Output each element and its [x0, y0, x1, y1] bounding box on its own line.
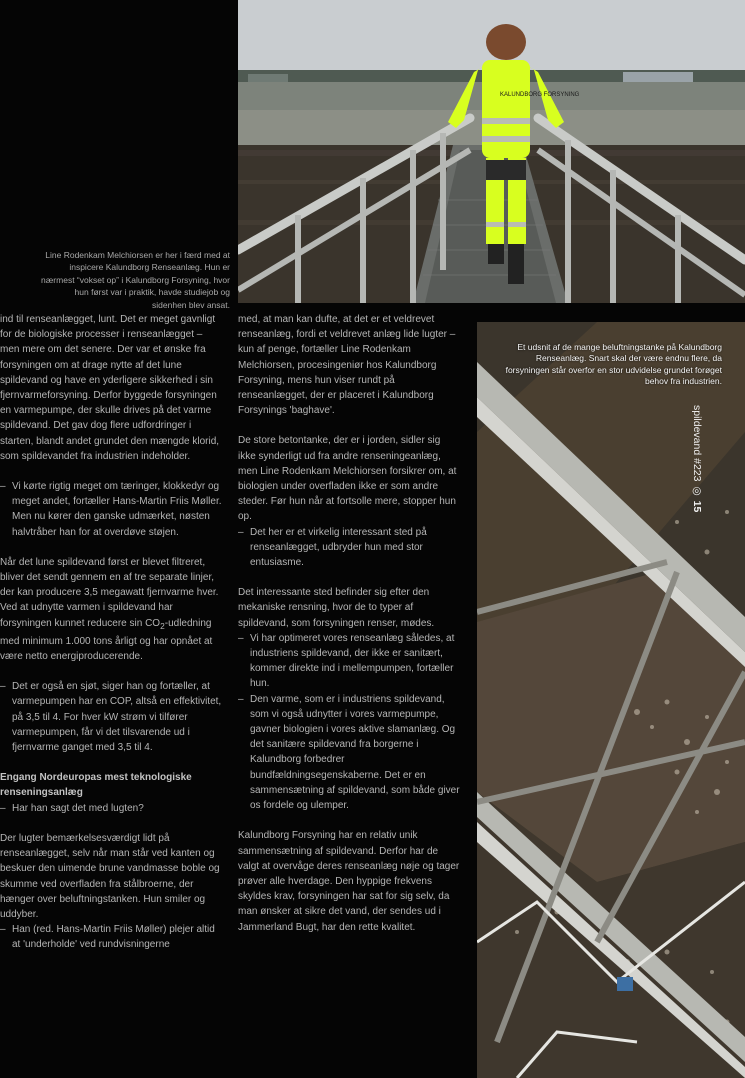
paragraph: Der lugter bemærkelsesværdigt lidt på renseanlægget, selv når man står ved kanten og beskuer den uimende brune vandmasse boble og skumme ved overfladen fra stålbroerne, der hænger over beluftningstanken. Hun smiler og uddyber. [0, 832, 220, 920]
issue-label: spildevand #223 [691, 405, 703, 482]
magazine-logo-icon: ◎ [691, 486, 703, 496]
page-number: 15 [691, 500, 703, 513]
running-footer [690, 405, 704, 545]
subscript: 2 [160, 620, 165, 631]
paragraph: ind til renseanlægget, lunt. Det er meget gavnligt for de biologiske processer i renseanlægget – men mere om det senere. Der var et ønske fra forsyningen om at drage nytte af det lune spildevand og have en yderligere sikkerhed i sin fjernvarmeforsyning. Derfor byggede forsyningen en varmepumpe, der skulle drives på det varme spildevand. Det gav dog flere udfordringer i starten, blandt andet grundet den mængde klorid, som spildevandet fra industrien indeholder. [0, 314, 220, 462]
paragraph: Det interessante sted befinder sig efter den mekaniske rensning, hvor de to typer af spildevand, som forsyningen renser, mødes. [238, 587, 435, 629]
paragraph: Når det lune spildevand først er blevet filtreret, bliver det sendt gennem en af tre separate linjer, der kan producere 3,5 megawatt fjernvarme hver. Ved at udnytte varmen i spildevand har forsyningen kunnet reducere $\sin CO_2$-udledning med minimum 1.000 tons årligt og har opnået at være netto energiproducerende. [0, 556, 219, 663]
text-column-1 [0, 312, 222, 953]
quote-line: – Vi har optimeret vores renseanlæg således, at industriens spildevand, der ikke er sanitært, kommer direkte ind i mellempumpen, fortæller hun. [238, 631, 460, 692]
quote-line: – Det her er et virkelig interessant sted på renseanlægget, udbryder hun med stor entusiasme. [238, 525, 460, 571]
section-heading: Engang Nordeuropas mest teknologiske renseningsanlæg [0, 772, 192, 799]
quote-line: – Det er også en sjøt, siger han og fortæller, at varmepumpen har en COP, altså en effektivitet, på 3,5 til 4. For hver kW strøm vi tilfører varmepumpen, får vi det tilsvarende ud i fjernvarme ganget med 3,5 til 4. [0, 679, 222, 755]
paragraph: De store betontanke, der er i jorden, sidler sig ikke synderligt ud fra andre renseningeanlæg, men Line Rodenkam Melchiorsen forsikrer om, at biologien under overfladen ikke er som andre steder. Før hun når at fortsolle mere, stopper hun op. [238, 435, 457, 523]
aeration-tanks-photo [477, 322, 745, 1078]
paragraph: med, at man kan dufte, at det er et veldrevet renseanlæg, fordi et veldrevet anlæg lide lugter – kun af penge, fortæller Line Rodenkam Melchiorsen, procesingeniør hos Kalundborg Forsyning, mens hun viser rundt på renseanlægget, der er placeret i Kalundborg Forsynings 'baghave'. [238, 314, 456, 417]
aeration-tanks-drawing [477, 322, 745, 1078]
quote-line: – Han (red. Hans-Martin Friis Møller) plejer altid at 'underholde' ved rundvisningerne [0, 922, 222, 952]
jacket-logo-text: KALUNDBORG FORSYNING [500, 92, 580, 98]
quote-line: – Vi kørte rigtig meget om tæringer, klokkedyr og meget andet, fortæller Hans-Martin Friis Møller. Men nu kører den ganske udmærket, nøsten halvtråber han for at overdøve støjen. [0, 479, 222, 540]
catwalk-photo-drawing [238, 0, 745, 303]
top-photo-caption: Line Rodenkam Melchiorsen er her i færd med at inspicere Kalundborg Renseanlæg. Hun er nærmest “vokset op” i Kalundborg Forsyning, hvor hun først var i praktik, havde studiejob og sidenhen blev ansat. [41, 249, 230, 310]
quote-line: – Har han sagt det med lugten? [0, 801, 222, 816]
quote-line: – Den varme, som er i industriens spildevand, som vi også udnytter i vores varmepumpe, gavner biologien i vores aktive slamanlæg. Og det sanitære spildevand fra borgerne i Kalundborg forbedrer bundfældningsegenskaberne. Det er en sammensætning af spildevand, som både giver os fordele og ulemper. [238, 692, 460, 814]
paragraph: Kalundborg Forsyning har en relativ unik sammensætning af spildevand. Derfor har de valgt at overvåge deres renseanlæg nøje og tager prøver alle hverdage. Den hyppige frekvens skyldes krav, forsyningen har sat for sig selv, da man ønsker at sikre det vand, der sendes ud i Jammerland Bugt, har den rette kvalitet. [238, 830, 460, 933]
text-column-2 [238, 312, 460, 950]
aerial-photo-caption: Et udsnit af de mange beluftningstanke på Kalundborg Renseanlæg. Snart skal der være endnu flere, da forsyningen står overfor en stor udvidelse grundet forøget behov fra industrien. [505, 341, 722, 386]
catwalk-photo [238, 0, 745, 303]
